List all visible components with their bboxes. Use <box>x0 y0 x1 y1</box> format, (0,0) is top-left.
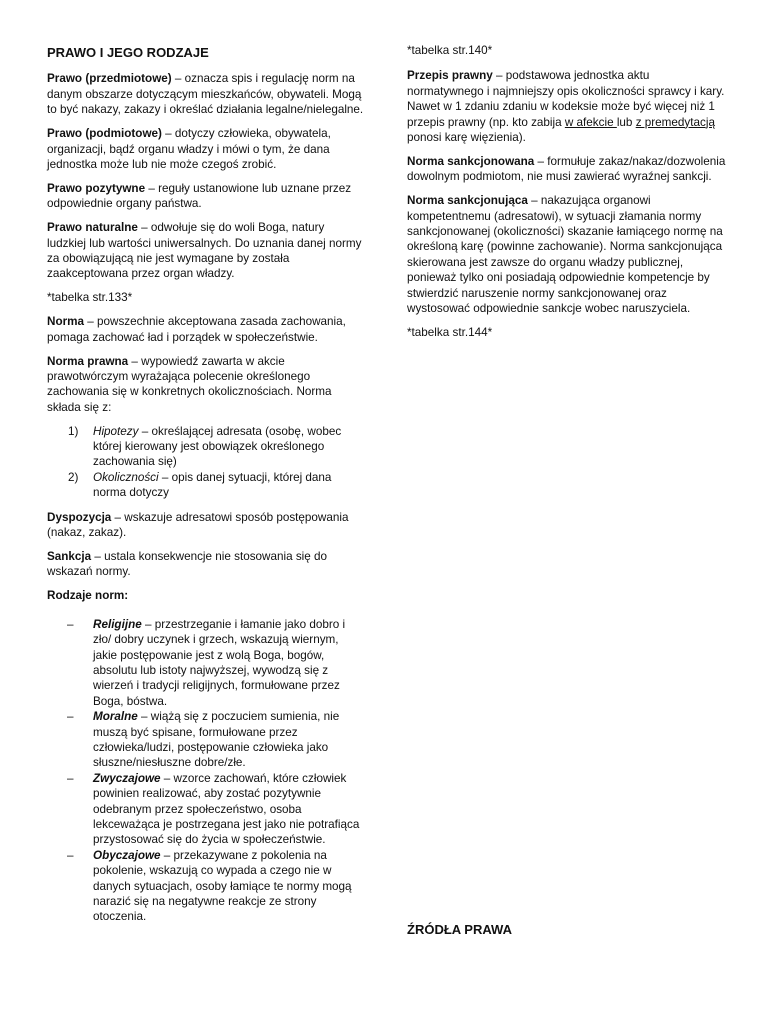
list-item <box>47 771 365 848</box>
dash-bullet: – <box>67 771 74 785</box>
term: Obyczajowe <box>93 848 161 862</box>
term: Norma prawna <box>47 354 129 368</box>
definition: – odwołuje się do woli Boga, natury ludzkiej lub wartości uniwersalnych. Do uznania danej normy za obowiązującą nie jest wymagane by została zaakceptowana przez organ władzy. <box>47 221 362 281</box>
term: Sankcja <box>47 549 92 563</box>
connector: lub <box>616 115 636 129</box>
list-item <box>47 424 365 470</box>
term: Zwyczajowe <box>93 771 161 785</box>
paragraph-norma <box>47 314 365 345</box>
table-reference: *tabelka str.140* <box>407 44 493 57</box>
paragraph-prawo-naturalne <box>47 220 365 282</box>
dash-bullet: – <box>67 617 74 631</box>
paragraph-norma-prawna <box>47 354 365 416</box>
paragraph-prawo-pozytywne <box>47 181 365 212</box>
underlined-phrase: z premedytacją <box>635 115 715 129</box>
definition: – nakazująca organowi kompetentnemu (adresatowi), w sytuacji złamania normy sankcjonowanej (okoliczności) skazanie łamiącego normę na określoną karę (powinne zachowanie). Norma sankcjonująca skierowana jest zawsze do organu władzy publicznej, ponieważ tylko oni posiadają odpowiednie kompetencje by stwierdzić naruszenie normy sankcjonowanej oraz wystosować odpowiednie sankcje wobec naruszyciela. <box>407 194 723 316</box>
paragraph-prawo-podmiotowe <box>47 126 365 172</box>
term: Hipotezy <box>93 424 139 438</box>
paragraph-norma-sankcjonowana <box>407 154 729 185</box>
paragraph-dyspozycja <box>47 510 365 541</box>
definition: – przekazywane z pokolenia na pokolenie, wskazują co wypada a czego nie w danych sytuacjach, osoby łamiące te normy mogą narazić się na negatywne reakcje ze strony otoczenia. <box>93 848 352 924</box>
paragraph-przepis-prawny <box>407 68 729 145</box>
list-item <box>47 617 365 709</box>
norm-components-list <box>47 424 365 501</box>
term: Prawo (przedmiotowe) <box>47 72 172 86</box>
definition: – określającej adresata (osobę, wobec której kierowany jest obowiązek określonego zachowania się) <box>93 424 342 469</box>
term: Prawo (podmiotowe) <box>47 127 162 141</box>
norms-heading <box>47 588 365 603</box>
definition: – wzorce zachowań, które człowiek powinien realizować, aby zostać pozytywnie odebranym przez społeczeństwo, osoba lekceważąca je postrzegana jest jako nie potrafiąca przystosować się do życia w społeczeństwie. <box>93 771 360 847</box>
definition: – podstawowa jednostka aktu normatywnego i najmniejszy opis okoliczności sprawcy i kary. Nawet w 1 zdaniu zdaniu w kodeksie może być więcej niż 1 przepis prawny (np. kto zabija <box>407 69 725 129</box>
definition: – powszechnie akceptowana zasada zachowania, pomaga zachować ład i porządek w społeczeństwie. <box>47 315 346 344</box>
definition: – opis danej sytuacji, której dana norma dotyczy <box>93 470 332 500</box>
left-column <box>47 0 365 925</box>
term: Norma sankcjonująca <box>407 194 528 208</box>
term: Religijne <box>93 617 142 631</box>
underlined-phrase: w afekcie <box>564 115 617 129</box>
list-item <box>47 709 365 771</box>
list-number: 2) <box>68 470 79 484</box>
term: Norma sankcjonowana <box>407 154 535 168</box>
definition-end: ponosi karę więzienia). <box>407 131 526 145</box>
paragraph-prawo-przedmiotowe <box>47 71 365 117</box>
term: Prawo naturalne <box>47 221 138 235</box>
norm-types-list <box>47 617 365 925</box>
definition: – wiążą się z poczuciem sumienia, nie muszą być spisane, formułowane przez człowieka/ludzi, postępowanie człowieka jako słuszne/niesłuszne dobre/złe. <box>93 710 340 770</box>
term: Norma <box>47 315 85 329</box>
definition: – reguły ustanowione lub uznane przez odpowiednie organy państwa. <box>47 181 352 211</box>
table-reference: *tabelka str.144* <box>407 326 493 339</box>
definition: – formułuje zakaz/nakaz/dozwolenia dowolnym podmiotom, nie musi zawierać wyraźnej sankcji. <box>407 154 726 184</box>
section-title: ŹRÓDŁA PRAWA <box>407 922 512 937</box>
term: Prawo pozytywne <box>47 181 146 195</box>
heading-text: Rodzaje norm: <box>47 589 129 603</box>
table-reference: *tabelka str.133* <box>47 291 133 305</box>
dash-bullet: – <box>67 710 74 724</box>
dash-bullet: – <box>67 848 74 862</box>
list-item <box>47 470 365 501</box>
list-item <box>47 848 365 925</box>
definition: – wypowiedź zawarta w akcie prawotwórczym wyrażająca polecenie określonego zachowania się w konkretnych okolicznościach. Norma składa się z: <box>47 354 332 414</box>
section-title: PRAWO I JEGO RODZAJE <box>47 45 209 60</box>
definition: – dotyczy człowieka, obywatela, organizacji, bądź organu władzy i mówi o tym, że dana jednostka może lub nie może czegoś zrobić. <box>47 127 331 171</box>
definition: – przestrzeganie i łamanie jako dobro i zło/ dobry uczynek i grzech, wskazują wiernym, jakie postępowanie jest z wolą Boga, bogów, absolutu lub istoty najwyższej, wywodzą się z wierzeń i tradycji religijnych, formułowane przez Boga, bóstwa. <box>93 617 346 708</box>
term: Przepis prawny <box>407 69 493 83</box>
paragraph-norma-sankcjonujaca <box>407 193 729 316</box>
term: Dyspozycja <box>47 510 112 524</box>
paragraph-sankcja <box>47 549 365 580</box>
term: Okoliczności <box>93 470 159 484</box>
term: Moralne <box>93 710 138 724</box>
definition: – wskazuje adresatowi sposób postępowania (nakaz, zakaz). <box>47 510 349 540</box>
definition: – oznacza spis i regulację norm na danym obszarze dotyczącym mieszkańców, obywateli. Mogą to być nakazy, zakazy i określać działania legalne/nielegalne. <box>47 72 364 117</box>
right-column <box>407 0 729 349</box>
definition: – ustala konsekwencje nie stosowania się do wskazań normy. <box>47 549 328 579</box>
list-number: 1) <box>68 424 79 438</box>
